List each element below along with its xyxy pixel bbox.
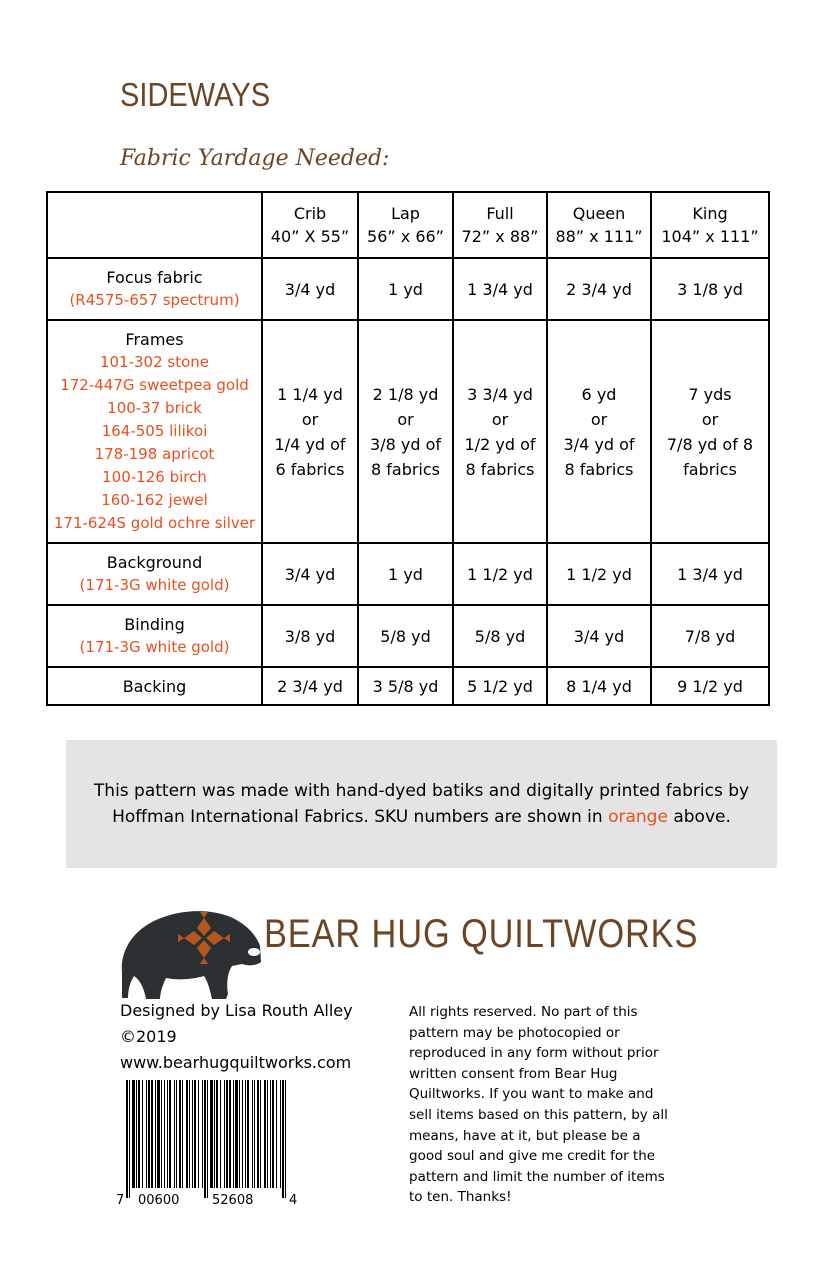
- size-header-queen: Queen 88” x 111”: [547, 192, 651, 258]
- table-cell: 8 1/4 yd: [547, 667, 651, 705]
- barcode-digits: 00600: [138, 1193, 180, 1208]
- table-cell: 9 1/2 yd: [651, 667, 769, 705]
- table-cell: 3 1/8 yd: [651, 258, 769, 320]
- table-header-row: [47, 192, 769, 258]
- rights-statement: All rights reserved. No part of this pattern may be photocopied or reproduced in any form without prior written consent from Bear Hug Quiltworks. If you want to make and sell items based on this pattern, by all means, have at it, but please be a good soul and give me credit for the pattern and limit the number of items to ten. Thanks!: [409, 1004, 668, 1206]
- row-label-backing: Backing: [47, 667, 262, 705]
- table-cell: 1 yd: [358, 258, 453, 320]
- bear-icon: [116, 902, 262, 1002]
- table-row: [47, 320, 769, 543]
- table-heading: Fabric Yardage Needed:: [120, 146, 390, 171]
- row-label-focus: Focus fabric (R4575-657 spectrum): [47, 258, 262, 320]
- table-cell: 1 3/4 yd: [651, 543, 769, 605]
- table-cell: 1 1/2 yd: [453, 543, 547, 605]
- table-cell: 5 1/2 yd: [453, 667, 547, 705]
- table-row: [47, 667, 769, 705]
- table-cell: 2 3/4 yd: [547, 258, 651, 320]
- table-cell: 3 3/4 yd or 1/2 yd of 8 fabrics: [453, 320, 547, 543]
- table-cell: 3/4 yd: [547, 605, 651, 667]
- table-cell: 3/8 yd: [262, 605, 358, 667]
- row-label-background: Background (171-3G white gold): [47, 543, 262, 605]
- barcode: [114, 1080, 304, 1210]
- page-title: SIDEWAYS: [120, 76, 271, 113]
- table-cell: 1 yd: [358, 543, 453, 605]
- table-cell: 1 1/4 yd or 1/4 yd of 6 fabrics: [262, 320, 358, 543]
- row-label-frames: Frames 101-302 stone 172-447G sweetpea gold 100-37 brick 164-505 lilikoi 178-198 apricot 100-126 birch 160-162 jewel 171-624S gold ochre silver: [47, 320, 262, 543]
- barcode-digit: 7: [116, 1193, 125, 1208]
- table-cell: 5/8 yd: [453, 605, 547, 667]
- table-row: [47, 543, 769, 605]
- barcode-digit: 4: [289, 1193, 298, 1208]
- website-link[interactable]: www.bearhugquiltworks.com: [120, 1053, 352, 1072]
- table-cell: 3/4 yd: [262, 543, 358, 605]
- barcode-digits: 52608: [212, 1193, 254, 1208]
- note-line: This pattern was made with hand-dyed batiks and digitally printed fabrics by: [93, 781, 750, 801]
- copyright: ©2019: [120, 1027, 177, 1046]
- row-label-binding: Binding (171-3G white gold): [47, 605, 262, 667]
- table-cell: 3/4 yd: [262, 258, 358, 320]
- table-cell: 5/8 yd: [358, 605, 453, 667]
- size-header-lap: Lap 56” x 66”: [358, 192, 453, 258]
- table-cell: 7 yds or 7/8 yd of 8 fabrics: [651, 320, 769, 543]
- fabric-note-panel: [66, 740, 777, 868]
- size-header-king: King 104” x 111”: [651, 192, 769, 258]
- table-cell: 1 1/2 yd: [547, 543, 651, 605]
- designer-name: Designed by Lisa Routh Alley: [120, 1001, 353, 1020]
- corner-cell: [47, 192, 262, 258]
- table-row: [47, 258, 769, 320]
- size-header-full: Full 72” x 88”: [453, 192, 547, 258]
- table-row: [47, 605, 769, 667]
- note-line: Hoffman International Fabrics. SKU numbers are shown in orange above.: [112, 807, 731, 827]
- table-cell: 2 3/4 yd: [262, 667, 358, 705]
- brand-name: BEAR HUG QUILTWORKS: [264, 912, 699, 956]
- yardage-table: [46, 191, 770, 706]
- table-cell: 1 3/4 yd: [453, 258, 547, 320]
- designer-credits: [120, 998, 353, 1076]
- table-cell: 6 yd or 3/4 yd of 8 fabrics: [547, 320, 651, 543]
- table-cell: 7/8 yd: [651, 605, 769, 667]
- table-cell: 3 5/8 yd: [358, 667, 453, 705]
- size-header-crib: Crib 40” X 55”: [262, 192, 358, 258]
- table-cell: 2 1/8 yd or 3/8 yd of 8 fabrics: [358, 320, 453, 543]
